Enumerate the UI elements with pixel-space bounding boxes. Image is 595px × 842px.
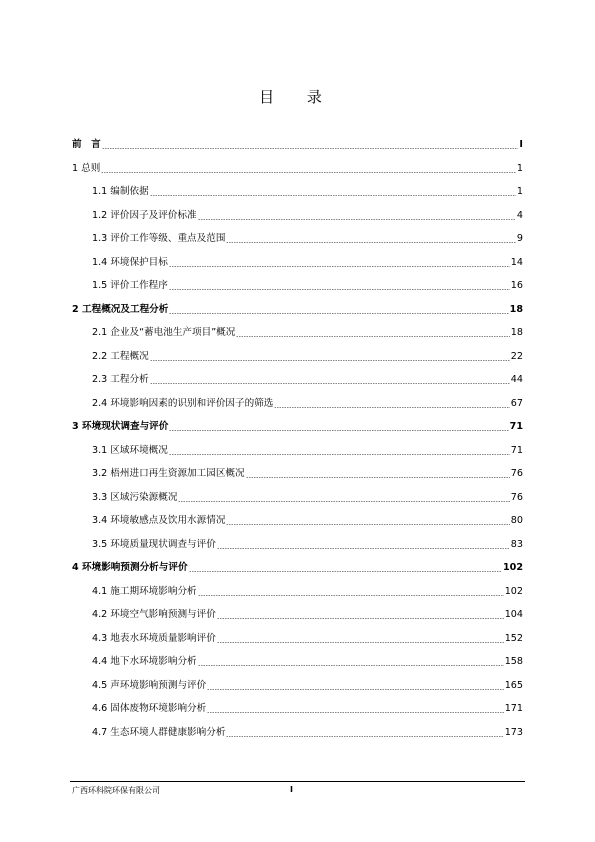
toc-entry-label: 3 环境现状调查与评价 bbox=[72, 421, 169, 432]
toc-entry-page: 14 bbox=[510, 256, 523, 268]
toc-entry-label: 4.7 生态环境人群健康影响分析 bbox=[92, 726, 226, 738]
toc-entry[interactable] bbox=[92, 631, 523, 645]
toc-entry-label: 1 总则 bbox=[72, 162, 101, 174]
toc-entry-page: 1 bbox=[516, 186, 523, 197]
toc-entry-page: 71 bbox=[510, 444, 523, 456]
toc-entry-page: 4 bbox=[516, 209, 523, 221]
toc-dot-leader bbox=[189, 571, 502, 572]
toc-entry-label: 4.4 地下水环境影响分析 bbox=[92, 656, 197, 667]
toc-entry[interactable] bbox=[92, 278, 523, 292]
toc-entry-page: 173 bbox=[504, 726, 523, 738]
toc-entry-page: 18 bbox=[510, 327, 523, 338]
toc-dot-leader bbox=[169, 430, 508, 431]
toc-entry-label: 3.1 区域环境概况 bbox=[92, 444, 168, 456]
toc-entry-label: 2.4 环境影响因素的识别和评价因子的筛选 bbox=[92, 397, 274, 409]
toc-entry-label: 2.1 企业及“蓄电池生产项目”概况 bbox=[92, 327, 236, 338]
toc-entry-label: 2.2 工程概况 bbox=[92, 350, 149, 362]
toc-entry-page: 104 bbox=[504, 609, 523, 620]
toc-entry[interactable] bbox=[72, 302, 523, 316]
toc-entry[interactable] bbox=[92, 678, 523, 692]
toc-entry[interactable] bbox=[92, 396, 523, 410]
toc-entry[interactable] bbox=[92, 584, 523, 598]
toc-entry-page: 80 bbox=[510, 515, 523, 526]
toc-entry-label: 4.6 固体废物环境影响分析 bbox=[92, 703, 207, 714]
toc-dot-leader bbox=[198, 665, 504, 666]
toc-entry-label: 1.3 评价工作等级、重点及范围 bbox=[92, 233, 226, 244]
toc-entry[interactable] bbox=[92, 255, 523, 269]
toc-entry-label: 3.2 梧州进口再生资源加工园区概况 bbox=[92, 468, 245, 479]
toc-dot-leader bbox=[274, 407, 509, 408]
toc-entry-label: 3.5 环境质量现状调查与评价 bbox=[92, 538, 216, 550]
toc-entry[interactable] bbox=[92, 490, 523, 504]
toc-entry-page: 67 bbox=[510, 397, 523, 409]
toc-entry-label: 3.3 区域污染源概况 bbox=[92, 491, 178, 503]
toc-dot-leader bbox=[236, 336, 509, 337]
toc-entry-label: 4.2 环境空气影响预测与评价 bbox=[92, 609, 216, 620]
toc-dot-leader bbox=[169, 289, 510, 290]
toc-entry[interactable] bbox=[92, 325, 523, 339]
toc-entry-page: 1 bbox=[516, 162, 523, 174]
toc-dot-leader bbox=[169, 266, 510, 267]
footer-company: 广西环科院环保有限公司 bbox=[72, 786, 160, 795]
toc-dot-leader bbox=[150, 195, 516, 196]
toc-dot-leader bbox=[207, 712, 503, 713]
toc-entry[interactable] bbox=[92, 607, 523, 621]
toc-entry-page: 71 bbox=[509, 421, 523, 432]
toc-entry[interactable] bbox=[92, 443, 523, 457]
toc-entry-label: 3.4 环境敏感点及饮用水源情况 bbox=[92, 515, 226, 526]
toc-entry-label: 4.1 施工期环境影响分析 bbox=[92, 585, 197, 597]
toc-dot-leader bbox=[169, 313, 508, 314]
toc-entry[interactable] bbox=[92, 537, 523, 551]
toc-entry[interactable] bbox=[92, 513, 523, 527]
toc-entry[interactable] bbox=[72, 560, 523, 574]
toc-entry[interactable] bbox=[92, 466, 523, 480]
toc-entry-page: 22 bbox=[510, 350, 523, 362]
toc-entry-label: 2 工程概况及工程分析 bbox=[72, 303, 169, 315]
toc-entry-page: 102 bbox=[502, 562, 523, 573]
toc-entry[interactable] bbox=[92, 372, 523, 386]
toc-entry-page: 83 bbox=[510, 538, 523, 550]
toc-entry[interactable] bbox=[92, 654, 523, 668]
toc-entry[interactable] bbox=[92, 349, 523, 363]
toc-dot-leader bbox=[226, 736, 503, 737]
toc-entry-page: 16 bbox=[510, 280, 523, 291]
toc-dot-leader bbox=[217, 642, 504, 643]
toc-dot-leader bbox=[246, 477, 510, 478]
toc-dot-leader bbox=[178, 501, 509, 502]
toc-entry[interactable] bbox=[92, 725, 523, 739]
toc-entry[interactable] bbox=[92, 208, 523, 222]
toc-entry-page: 158 bbox=[504, 656, 523, 667]
toc-entry-page: 102 bbox=[504, 585, 523, 597]
toc-dot-leader bbox=[217, 618, 504, 619]
toc-entry-label: 4.3 地表水环境质量影响评价 bbox=[92, 632, 216, 644]
toc-dot-leader bbox=[102, 148, 519, 149]
toc-entry-label: 前 言 bbox=[72, 139, 101, 150]
toc-dot-leader bbox=[217, 548, 510, 549]
toc-entry-label: 1.2 评价因子及评价标准 bbox=[92, 209, 197, 221]
toc-entry-page: 9 bbox=[516, 233, 523, 244]
toc-entry[interactable] bbox=[72, 161, 523, 175]
toc-entry-label: 4 环境影响预测分析与评价 bbox=[72, 562, 188, 573]
footer-page-number: I bbox=[290, 785, 293, 794]
toc-entry-page: 44 bbox=[510, 374, 523, 385]
toc-entry[interactable] bbox=[92, 184, 523, 198]
toc-dot-leader bbox=[226, 242, 515, 243]
toc-dot-leader bbox=[198, 219, 516, 220]
toc-entry-label: 1.1 编制依据 bbox=[92, 186, 149, 197]
page-title: 目 录 bbox=[259, 88, 336, 106]
toc-entry-page: 76 bbox=[510, 468, 523, 479]
toc-entry-page: I bbox=[519, 139, 523, 150]
toc-dot-leader bbox=[169, 454, 510, 455]
toc-entry-label: 2.3 工程分析 bbox=[92, 374, 149, 385]
toc-entry-page: 171 bbox=[504, 703, 523, 714]
toc-entry[interactable] bbox=[72, 419, 523, 433]
footer-divider bbox=[70, 781, 525, 782]
toc-entry[interactable] bbox=[92, 231, 523, 245]
toc-dot-leader bbox=[207, 689, 503, 690]
toc-entry-label: 4.5 声环境影响预测与评价 bbox=[92, 679, 207, 691]
toc-entry-page: 152 bbox=[504, 632, 523, 644]
toc-entry-page: 18 bbox=[509, 303, 523, 315]
toc-entry-label: 1.5 评价工作程序 bbox=[92, 280, 168, 291]
toc-entry[interactable] bbox=[92, 701, 523, 715]
toc-entry-label: 1.4 环境保护目标 bbox=[92, 256, 168, 268]
toc-dot-leader bbox=[150, 360, 510, 361]
toc-dot-leader bbox=[150, 383, 510, 384]
toc-dot-leader bbox=[226, 524, 509, 525]
toc-dot-leader bbox=[101, 172, 516, 173]
toc-entry[interactable] bbox=[72, 137, 523, 151]
toc-dot-leader bbox=[198, 595, 504, 596]
toc-entry-page: 165 bbox=[504, 679, 523, 691]
toc-entry-page: 76 bbox=[510, 491, 523, 503]
